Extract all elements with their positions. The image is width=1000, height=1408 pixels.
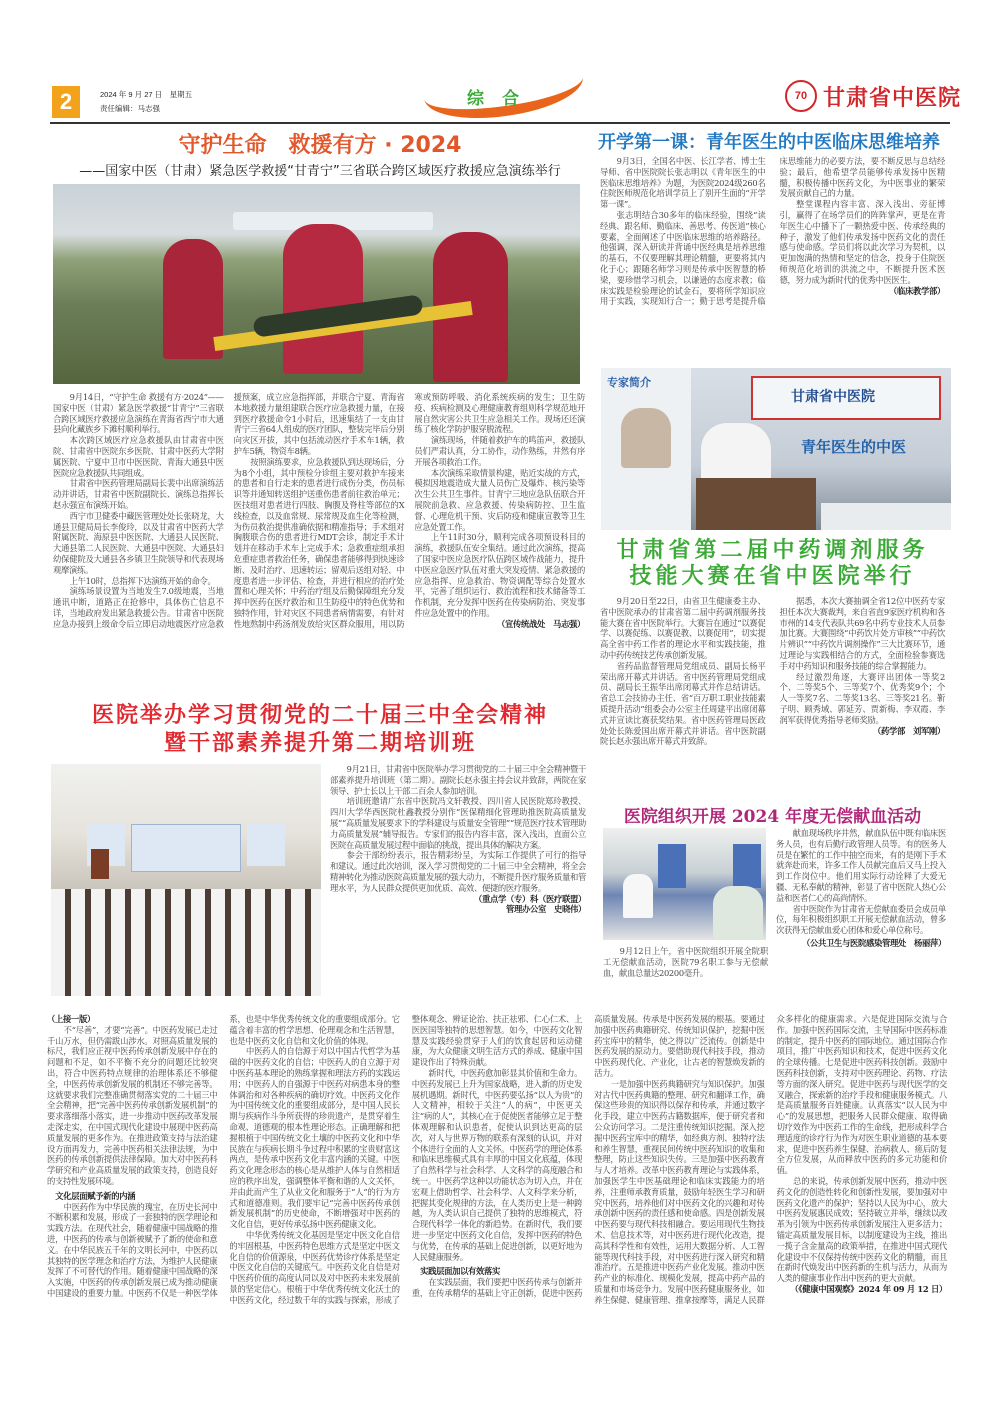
paragraph: 演练场景设置为当地发生7.0级地震，当地通讯中断，道路正在抢修中，具体伤亡信息不详，当地政府发出紧急救援公告。甘肃省中医院应急办接到上级命令后立即启动地震医疗应急救援预案，成立应急指挥部，并联合宁夏、青海省本地救援力量组建联合医疗应急救援力量，在接到医疗救援命令1小时后，迅速集结了一支由甘青宁三省64人组成的医疗团队，整装完毕后分别向灾区开拔，其中包括流动医疗手术车1辆，救护车5辆，物资车8辆。 — [53, 392, 405, 629]
anniversary-emblem-icon: 70 — [785, 80, 817, 112]
section-name: 综合 — [467, 89, 537, 109]
hospital-name: 甘肃省中医院 — [823, 84, 962, 111]
paragraph: 中华优秀传统文化基因是坚定中医文化自信的牢固根基，中医药特色思维方式是坚定中医文化自信的价值源泉，中医药优势诊疗体系是坚定中医文化自信的关键底气。中医药文化自信是对中医药价值的高度认同以及对中医药未来发展前景的坚定信心。根植于中华优秀传统文化沃土的中医药文化，经过数千年的实践与探索，形成了整体观念、辨证论治、扶正祛邪、仁心仁术、上医医国等独特的思想智慧。如今，中医药文化智慧及实践经验贯穿于人们的饮食起居和运动健康，为大众健康文明生活方式的养成、健康中国建设作出了特殊贡献。 — [229, 1014, 583, 1305]
paragraph: 西宁市卫健委中藏医管理处处长张晓龙，大通县卫健局局长李俊玲，以及甘肃省中医药大学附属医院、海原县中医医院、大通县人民医院、大通县第二人民医院、大通县中医院、大通县妇幼保健院及大通县各乡镇卫生院领导和代表现场观摩演练。 — [53, 510, 224, 575]
photo-screen-text: 甘肃省中医院 — [791, 389, 875, 405]
title-line: 甘肃省第二届中药调剂服务 — [616, 538, 929, 563]
byline: （公共卫生与医院感染管理处 杨丽萍） — [802, 937, 946, 948]
article-body-rescue-drill — [53, 392, 585, 630]
hospital-masthead — [785, 80, 961, 112]
article-title-first-lesson: 开学第一课：青年医生的中医临床思维培养 — [598, 132, 940, 153]
subheading: 实践层面加以有效落实 — [420, 1266, 501, 1277]
article-lead-blood-donation — [603, 946, 768, 978]
paragraph: 上午10时，总指挥下达演练开始的命令。 — [69, 575, 216, 586]
byline — [330, 894, 586, 916]
paragraph: 本次跨区域医疗应急救援队由甘肃省中医院、甘肃省中医院东乡医院、甘肃中医药大学附属医院、宁夏中卫市中医医院、青海大通县中医医院应急救援队共同组成。 — [53, 435, 224, 478]
byline-line: （重点学（专）科（医疗联盟） — [474, 893, 586, 904]
issue-date: 2024 年 9 月 27 日 星期五 — [100, 90, 193, 99]
paragraph: 献血现场秩序井然，献血队伍中既有临床医务人员，也有后勤行政管理人员等。有的医务人员是在繁忙的工作中抽空而来，有的是刚下手术就奔赴而来，许多工作人员献完血后又马上投入到工作岗位中。他们用实际行动诠释了大爱无疆、无私奉献的精神，彰显了省中医院人热心公益和医者仁心的高尚情怀。 — [776, 828, 946, 903]
article-title-cadre-training — [50, 702, 590, 758]
paragraph: 据悉，本次大赛抽调全省12位中医药专家担任本次大赛裁判，来自省直9家医疗机构和各市州的14支代表队共69名中药专业技术人员参加比赛。大赛围绕“中药饮片处方审核”“中药饮片辨识”“中药饮片调剂操作”三大比赛环节，通过理论与实践相结合的方式，全面检验参赛选手对中药知识和服务技能的综合掌握能力。 — [779, 596, 945, 671]
subheading: 文化层面赋予新的内涵 — [55, 1190, 136, 1201]
byline: （宣传统战处 马志强） — [497, 618, 585, 629]
article-body-first-lesson — [600, 156, 945, 307]
source-credit: （《健康中国观察》2024 年 09 月 12 日） — [790, 1283, 947, 1294]
photo-slogan-text: 青年医生的中医 — [801, 438, 907, 456]
article-title-blood-donation: 医院组织开展 2024 年度无偿献血活动 — [623, 807, 922, 827]
paragraph: 按照演练要求，应急救援队到达现场后，分为8个小组，其中预检分诊组主要对救护车接来的患者和自行走来的患者进行成伤分类，伤员标识等并通知转送组护送重伤患者前往救治单元；医技组对患者进行四肢、胸腹及脊柱等部位的X线检查，以及血常规、尿常规及血生化等检测，为伤员救治提供准确依据和精准指导；手术组对胸腹联合伤的患者进行MDT会诊，制定手术计划并在移动手术车上完成手术；急救重症组承担危重症患者救治任务，确保患者能够得到快速诊断、及时治疗、迅速转运；留观后送组对轻、中度患者进一步评估、检查，并进行相应的治疗处置和心理关怀；中药治疗组及后勤保障组充分发挥中医药在医疗救治和卫生防疫中的特色优势和独特作用，针对灾区不同患者病情需要，有针对性地熬制中药汤剂发放给灾区群众服用，用以防寒或预防呼吸、消化系统疾病的发生；卫生防疫、疾病检测及心理健康教育组则科学规范地开展自然灾害公共卫生应急相关工作。现场还还演练了核化学防护服穿脱流程。 — [233, 392, 585, 629]
paragraph: 演练现场，伴随着救护车的鸣笛声，救援队员们严肃认真，分工协作，动作熟练，井然有序开展各项救治工作。 — [414, 435, 585, 467]
paragraph: 本次演练采取情景构建，贴近实战的方式，模拟因地震造成大量人员伤亡及爆炸、核污染等次生公共卫生事件。甘青宁三地应急队伍联合开展院前急救、应急救援、传染病防控、卫生监督、心理危机干预、灾后防疫和健康宣教等卫生应急处置工作。 — [414, 467, 585, 532]
paragraph: 上午11时30分，顺利完成各项预设科目的演练，救援队伍安全集结。通过此次演练，提高了国家中医应急医疗队伍跨区域作战能力，提升中医应急医疗队伍对重大突发疫情、紧急救援的应急指挥、应急救治、物资调配等综合处置水平，完善了组织运行、救治流程和技术储备等工作机制，充分发挥中医药在传染病防治、突发事件应急处置中的作用。 — [414, 532, 585, 618]
paragraph: 培训班邀请广东省中医院冯文轩教授、四川省人民医院郑玲教授、四川大学华西医院杜鑫教授分别作“医保精细化管理助推医院高质量发展”“高质量发展要求下的学科建设与质量安全管理”“规范医疗技术管理助力高质量发展”辅导报告。专家们的报告内容丰富，深入浅出，直面公立医院在高质量发展过程中面临的挑战，提出具体的解决方案。 — [330, 796, 586, 850]
article-body-cadre-training — [330, 764, 586, 915]
issue-meta — [100, 88, 192, 116]
paragraph: 甘肃省中医药管理局副局长裴中出席演练活动并讲话，甘肃省中医院副院长、演练总指挥长赵永强宣布演练开始。 — [53, 478, 224, 510]
paragraph: 张志明结合30多年的临床经验，围绕“读经典、跟名师、勤临床、善思考、传医道”核心要素，全面阐述了中医临床思维的培养路径。他强调，深入研读并背诵中医经典是培养思维的基石，不仅要理解其理论精髓，更要将其内化于心；跟随名师学习则是传承中医智慧的桥梁，要珍惜学习机会，以谦逊的态度求教；临床实践是检验理论的试金石，要将所学知识应用于实践，实现知行合一；勤于思考是提升临床思维能力的必要方法，要不断反思与总结经验；最后，他希望学员能够传承发扬中医精髓，积极传播中医药文化，为中医事业的繁荣发展贡献自己的力量。 — [600, 156, 945, 307]
editor-credit: 责任编辑：马志强 — [100, 104, 160, 113]
paragraph: 9月14日，“守护生命 救援有方·2024”——国家中医（甘肃）紧急医学救援“甘青宁”三省联合跨区域医疗救援应急演练在青海省西宁市大通县向化藏族乡下滩村顺利举行。 — [53, 392, 224, 435]
article-body-blood-donation — [776, 828, 946, 949]
blood-donation-photo — [603, 828, 766, 940]
paragraph: 省中医院作为甘肃省无偿献血委员会成员单位，每年积极组织职工开展无偿献血活动，曾多次获得无偿献血爱心团体和爱心单位称号。 — [776, 903, 946, 936]
paragraph: 9月3日，全国名中医、长江学者、博士生导师、省中医院院长张志明以《青年医生的中医临床思维培养》为题，为医院2024级260名住院医师规范化培训学员上了别开生面的“开学第一课”。 — [600, 156, 766, 210]
article-subtitle-rescue-drill: ——国家中医（甘肃）紧急医学救援“甘青宁”三省联合跨区域医疗救援应急演练举行 — [79, 164, 561, 179]
header-rule — [50, 122, 950, 124]
paragraph: 新时代，中医药愈加彰显其价值和生命力。中医药发展已上升为国家战略，进入新的历史发展机遇期。新时代，中医药要弘扬“以人为贵”的人文精神，相较于关注“人的病”，中医更关注“病的人”，其核心在于促使医者能够立足于整体观理解和认识患者，促使认识到达更高的层次，对人与世界万物的联系有深刻的认识，并对个体进行全面的人文关怀。中医药学的理论体系和临床思维模式具有丰厚的中国文化底蕴，体现了自然科学与社会科学、人文科学的高度融合和统一。中医药学这种以功能状态为切入点，并在宏观上借助哲学、社会科学、人文科学来分析，把握其变化规律的方法，在人类历史上是一种跨越，为人类认识自己提供了独特的思维模式，符合现代科学一体化的新趋势。在新时代，我们要进一步坚定中医药文化自信，发挥中医药的特色与优势，在传承的基础上促进创新，以更好地为人民健康服务。 — [411, 1067, 583, 1262]
byline-line: 管理办公室 史晓伟） — [506, 904, 586, 915]
article-body-pharmacy-contest — [600, 596, 945, 747]
paragraph: 中医药作为中华民族的瑰宝，在历史长河中不断积累和发展，形成了一套独特的医学理论和实践方法。在现代社会，随着健康中国战略的推进，中医药的传承与创新被赋予了新的使命和意义。在中华民族五千年的文明长河中，中医药以其独特的医学理念和治疗方法，为维护人民健康发挥了不可替代的作用。随着健康中国战略的深入实施，中医药的传承创新发展已成为推动健康中国建设的重要力量。中医药不仅是一种医学体系，也是中华优秀传统文化的重要组成部分。它蕴含着丰富的哲学思想、伦理观念和生活智慧，也是中医药文化自信和文化价值的体现。 — [47, 1014, 400, 1298]
paragraph: 一是加强中医药典籍研究与知识保护。加强对古代中医药典籍的整理、研究和翻译工作，确保这些珍贵的知识得以保存和传承，并通过数字化手段，建立中医药古籍数据库，便于研究者和公众访问学习。二是注重传统知识挖掘。深入挖掘中医药宝库中的精华，如经典方剂、独特疗法和养生智慧，重视民间传统中医药知识的收集和整理，防止这些知识失传。三是加强中医药教育与人才培养。改革中医药教育理论与实践体系，加强医学生中医基础理论和临床实践能力的培养，注重师承教育质量，鼓励年轻医生学习和研究中医药，培养他们对中医药文化的兴趣和对传承创新中医药的责任感和使命感。四是创新发展中医药要与现代科技相融合。要运用现代生物技术、信息技术等，对中医药进行现代化改造，提高其科学性和有效性，运用大数据分析、人工智能等现代科技手段，对中医药进行深入研究和精准治疗。五是推进中医药产业化发展。推动中医药产业的标准化、规模化发展，提高中药产品的质量和市场竞争力。发展中医药健康服务业，如养生保健、健康管理、推拿按摩等，满足人民群众多样化的健康需求。六是促进国际交流与合作。加强中医药国际交流，主导国际中医药标准的制定，提升中医药的国际地位。通过国际合作项目，推广中医药知识和技术，促进中医药文化的全球传播。七是促进中医药科技创新。鼓励中医药科技创新，支持对中医药理论、药物、疗法等方面的深入研究。促进中医药与现代医学的交叉融合，探索新的治疗手段和健康服务模式。八是高质量服务百姓健康。认真落实“以人民为中心”的发展思想，把服务人民群众健康、取得确切疗效作为中医药工作的生命线，把形成科学合理适度的诊疗行为作为对医生职业道德的基本要求，促进中医药养生保健、治病救人、瘥后防复全方位发展，从而释放中医药的多元功能和价值。 — [594, 1014, 947, 1305]
byline: （临床教学部） — [889, 285, 945, 296]
article-title-rescue-drill: 守护生命 救援有方 · 2024 — [178, 133, 462, 158]
paragraph: 9月12日上午，省中医院组织开展全院职工无偿献血活动，医院79名职工参与无偿献血，献血总量达20200毫升。 — [603, 946, 768, 978]
paragraph: 中医药人的自信源于对以中国古代哲学为基础的中医药文化的自信；中医药人的自立源于对中医药基本理论的熟练掌握和理法方药的实践运用；中医药人的自强源于中医药对病患本身的整体调治和对各种疾病的确切疗效。中医药文化作为中国传统文化的重要组成部分，是中国人民长期与疾病作斗争所获得的珍贵遗产，是贯穿着生命观、道德观的根本性理论形态。正确理解和把握根植于中国传统文化土壤的中医药文化和中华民族在与疾病长期斗争过程中积累的宝贵财富这两点，是传承中医药文化丰富内涵的关键。中医药文化理念形态的核心是从维护人体与自然相适应的秩序出发，强调整体平衡和谐的人文关怀，并由此而产生了从业文化和服务于“人”的行为方式和道德准则。我们要牢记“完善中医药传承创新发展机制”的历史使命，不断增强对中医药的文化自信，更好传承弘扬中医药健康文化。 — [229, 1046, 400, 1230]
rescue-drill-photo — [53, 184, 580, 384]
byline: （药学部 刘军刚） — [873, 725, 945, 736]
section-logo — [425, 78, 590, 120]
paragraph: 总的来说，传承创新发展中医药，推动中医药文化的创造性转化和创新性发展，要加强对中医药文化遗产的保护；坚持以人民为中心，放大中医药发展惠民成效；坚持破立并举，继续以改革为引领为中医药传承创新发展注入更多活力；锚定高质量发展目标，以制度建设为主线，推出一揽子含金量高的政策举措，在推进中国式现代化建设中不仅保持传统中医药文化的精髓，而且在新时代焕发出中医药新的生机与活力，从而为人类的健康事业作出中医药的更大贡献。 — [776, 1175, 947, 1284]
title-line: 医院举办学习贯彻党的二十届三中全会精神 — [91, 703, 548, 728]
paragraph: 整堂课程内容丰富、深入浅出、旁征博引，赢得了在场学员们的阵阵掌声，更是在青年医生心中播下了一颗热爱中医、传承经典的种子，激发了他们传承发扬中医药文化的责任感与使命感。学员们将以此次学习为契机，以更加饱满的热情和坚定的信念，投身于住院医师规范化培训的洪流之中，不断提升医术医德，努力成为新时代的优秀中医医生。 — [779, 199, 945, 285]
paragraph: 在实践层面，我们要把中医药传承与创新并重，在传承精华的基础上守正创新，促进中医药高质量发展。传承是中医药发展的根基。要通过加强中医药典籍研究、传统知识保护，挖掘中医药宝库中的精华，使之得以广泛流传。创新是中医药发展的原动力。要借助现代科技手段，推动中医药现代化、产业化，让古老的智慧焕发新的活力。 — [411, 1014, 765, 1298]
paragraph: 参会干部纷纷表示，报告精彩纷呈，为实际工作提供了可行的指导和建议。通过此次培训，深入学习贯彻党的二十届三中全会精神，将全会精神转化为推动医院高质量发展的强大动力，不断提升医疗服务质量和管理水平，为人民群众提供更加优质、高效、便捷的医疗服务。 — [330, 850, 586, 893]
paragraph: 9月21日，甘肃省中医院举办学习贯彻党的二十届三中全会精神暨干部素养提升培训班（第二期）。副院长赵永强主持会议并致辞，两院在家领导、护士长以上干部二百余人参加培训。 — [330, 764, 586, 796]
article-title-pharmacy-contest — [600, 538, 945, 590]
training-hall-photo — [51, 764, 321, 996]
title-line: 技能大赛在省中医院举行 — [629, 564, 916, 589]
paragraph: 9月20日至22日，由省卫生健康委主办、省中医院承办的甘肃省第二届中药调剂服务技能大赛在省中医院举行。大赛旨在通过“以赛促学、以赛促练、以赛促教、以赛促用”，切实提高全省中药工作者的理论水平和实践技能，推动中药传统技艺传承创新发展。 — [600, 596, 766, 660]
paragraph: 不“尽善”，才要“完善”。中医药发展已走过千山万水，但仍需跋山涉水。对照高质量发展的标尺，我们应正视中医药传承创新发展中存在的问题和不足，如不平衡不充分的问题还比较突出，符合中医药特点规律的治理体系还不够健全，中医药传承创新发展的机制还不够完善等。这就要求我们完整准确贯彻落实党的二十届三中全会精神，把“完善中医药传承创新发展机制”的要求落细落小落实，进一步推动中医药改革发展走深走实，在中国式现代化建设中展现中医药高质量发展的更多作为。在推进政策支持与法治建设方面再发力，完善中医药相关法律法规，为中医药的传承创新提供法律保障。加大对中医药科学研究和产业高质量发展的政策支持，创造良好的支持性发展环境。 — [47, 1024, 218, 1186]
paragraph: 经过激烈角逐，大赛评出团体一等奖2个、二等奖5个、三等奖7个、优秀奖9个；个人一等奖7名、二等奖13名、三等奖21名。靳子明、顾秀域、郭延芳、贾新梅、李双霞、李润军获得优秀指导老师奖励。 — [779, 671, 945, 725]
page-number: 2 — [52, 86, 80, 118]
title-line: 暨干部素养提升第二期培训班 — [163, 731, 476, 756]
paragraph: 省药品监督管理局党组成员、副局长杨平荣出席开幕式并讲话。省中医药管理局党组成员、副局长王振华出席闭幕式并作总结讲话。省总工会技协办主任、省“百万职工职业技能素质提升活动”组委会办公室主任周建平出席闭幕式并宣读比赛获奖结果。省中医药管理局医政处处长陈爱国出席开幕式并讲话。省中医院副院长赵永强出席开幕式并致辞。 — [600, 660, 766, 747]
article-body-tcm-inheritance — [47, 1014, 947, 1306]
lecture-photo — [601, 368, 951, 530]
continued-label: （上接一版） — [47, 1014, 95, 1024]
photo-banner-text: 专家简介 — [607, 376, 651, 389]
